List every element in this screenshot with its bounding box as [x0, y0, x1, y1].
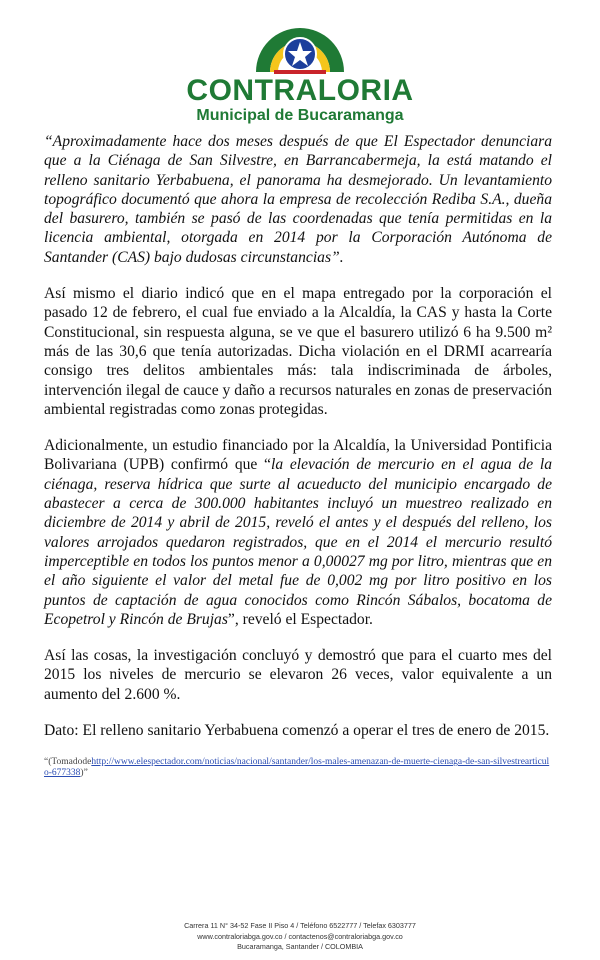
- source-suffix: )”: [80, 768, 88, 779]
- footer-contact: www.contraloriabga.gov.co / contactenos@contraloriabga.gov.co: [197, 931, 403, 941]
- contraloria-logo-icon: [252, 12, 348, 74]
- source-link[interactable]: http://www.elespectador.com/noticias/nacional/santander/los-males-amenazan-de-muerte-cienaga-de-san-silvestrearticulo-677338: [44, 757, 550, 779]
- paragraph-dato: Dato: El relleno sanitario Yerbabuena comenzó a operar el tres de enero de 2015.: [44, 722, 550, 740]
- footer: [0, 921, 600, 953]
- article-body: [44, 132, 552, 796]
- brand-subtitle: Municipal de Bucaramanga: [196, 107, 404, 124]
- source-prefix: “(Tomadode: [44, 757, 92, 768]
- paragraph-quote: “Aproximadamente hace dos meses después de que El Espectador denunciara que a la Ciénaga de San Silvestre, en Barrancabermeja, la está matando el relleno sanitario Yerbabuena, el panorama ha desmejorado. Un levantamiento topográfico documentó que ahora la empresa de recolección Rediba S.A., dueña del basurero, también se pasó de las coordenadas que tenía permitidas en la licencia ambiental, otorgada en 2014 por la Corporación Autónoma de Santander (CAS) bajo dudosas circunstancias”.: [44, 133, 552, 266]
- source-citation: [44, 757, 552, 779]
- study-outro: ”, reveló el Espectador.: [227, 610, 373, 628]
- study-quote: la elevación de mercurio en el agua de la ciénaga, reserva hídrica que surte al acueducto del municipio encargado de abastecer a cerca de 300.000 habitantes incluyó un muestreo realizado en diciembre de 2014 y abril de 2015, reveló el antes y el después del relleno, los valores arrojados quedaron registrados, que en el 2014 el mercurio resultó imperceptible en todos los puntos menor a 0,00027 mg por litro, mientras que en el año siguiente el valor del metal fue de 0,002 mg por litro positivo en los puntos de captación de agua conocidos como Rincón Sábalos, bocatoma de Ecopetrol y Rincón de Brujas: [44, 456, 553, 628]
- paragraph-study: [44, 436, 552, 629]
- study-intro: Adicionalmente, un estudio financiado por la Alcaldía, la Universidad Pontificia Bolivariana (UPB) confirmó que “: [44, 437, 552, 474]
- footer-address: Carrera 11 N° 34-52 Fase II Piso 4 / Teléfono 6522777 / Telefax 6303777: [184, 921, 416, 930]
- paragraph-conclusion: Así las cosas, la investigación concluyó y demostró que para el cuarto mes del 2015 los niveles de mercurio se elevaron 26 veces, valor equivalente a un aumento del 2.600 %.: [44, 647, 552, 703]
- brand-name: CONTRALORIA: [186, 74, 414, 107]
- footer-city: Bucaramanga, Santander / COLOMBIA: [237, 942, 363, 951]
- letterhead: [0, 12, 600, 125]
- paragraph-map: Así mismo el diario indicó que en el mapa entregado por la corporación el pasado 12 de febrero, el cual fue enviado a la Alcaldía, la CAS y hasta la Corte Constitucional, sin respuesta alguna, se ve que el basurero utilizó 6 ha 9.500 m² más de las 30,6 que tenía autorizadas. Dicha violación en el DRMI acarrearía consigo tres delitos ambientales más: tala indiscriminada de árboles, intervención ilegal de cauce y daño a recursos naturales en zonas de preservación ambiental registradas como zonas protegidas.: [44, 285, 552, 418]
